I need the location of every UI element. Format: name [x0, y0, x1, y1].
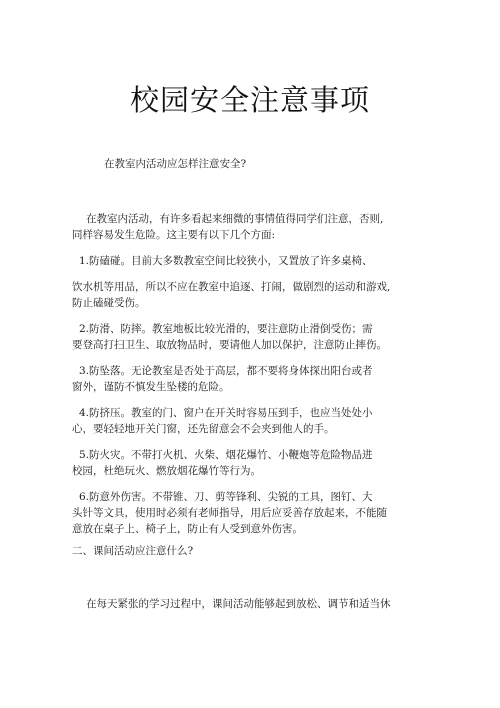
paragraph-line: 1.防磕碰。目前大多数教室空间比较狭小，又置放了许多桌椅、 — [79, 255, 373, 267]
section-heading-2: 二、课间活动应注意什么? — [72, 545, 194, 557]
paragraph-line: 心，要轻轻地开关门窗，还先留意会不会夹到他人的手。 — [72, 423, 335, 435]
paragraph-line: 校园，杜绝玩火、燃放烟花爆竹等行为。 — [72, 465, 261, 477]
paragraph-line: 3.防坠落。无论教室是否处于高层，都不要将身体探出阳台或者 — [79, 365, 373, 377]
paragraph-line: 意放在桌子上、椅子上，防止有人受到意外伤害。 — [72, 523, 303, 535]
paragraph-line: 5.防火灾。不带打火机、火柴、烟花爆竹、小鞭炮等危险物品进 — [79, 449, 373, 461]
document-title: 校园安全注意事项 — [129, 83, 370, 117]
paragraph-line: 饮水机等用品，所以不应在教室中追逐、打闹，做剧烈的运动和游戏, — [72, 281, 391, 293]
paragraph-line: 头针等文具，使用时必须有老师指导，用后应妥善存放起来，不能随 — [72, 507, 387, 519]
paragraph-line: 窗外，谨防不慎发生坠楼的危险。 — [72, 381, 230, 393]
paragraph-line: 在每天紧张的学习过程中，课间活动能够起到放松、调节和适当休 — [86, 598, 391, 610]
paragraph-line: 要登高打扫卫生、取放物品时，要请他人加以保护，注意防止摔伤。 — [72, 339, 387, 351]
paragraph-line: 防止磕碰受伤。 — [72, 297, 146, 309]
paragraph-line: 6.防意外伤害。不带锥、刀、剪等锋利、尖锐的工具，图钉、大 — [79, 491, 373, 503]
question-heading-1: 在教室内活动应怎样注意安全? — [104, 158, 247, 170]
paragraph-line: 同样容易发生危险。这主要有以下几个方面: — [72, 229, 276, 241]
paragraph-line: 在教室内活动，有许多看起来细微的事情值得同学们注意，否则, — [86, 213, 384, 225]
paragraph-line: 2.防滑、防摔。教室地板比较光滑的，要注意防止滑倒受伤；需 — [79, 323, 373, 335]
paragraph-line: 4.防挤压。教室的门、窗户在开关时容易压到手，也应当处处小 — [79, 407, 373, 419]
